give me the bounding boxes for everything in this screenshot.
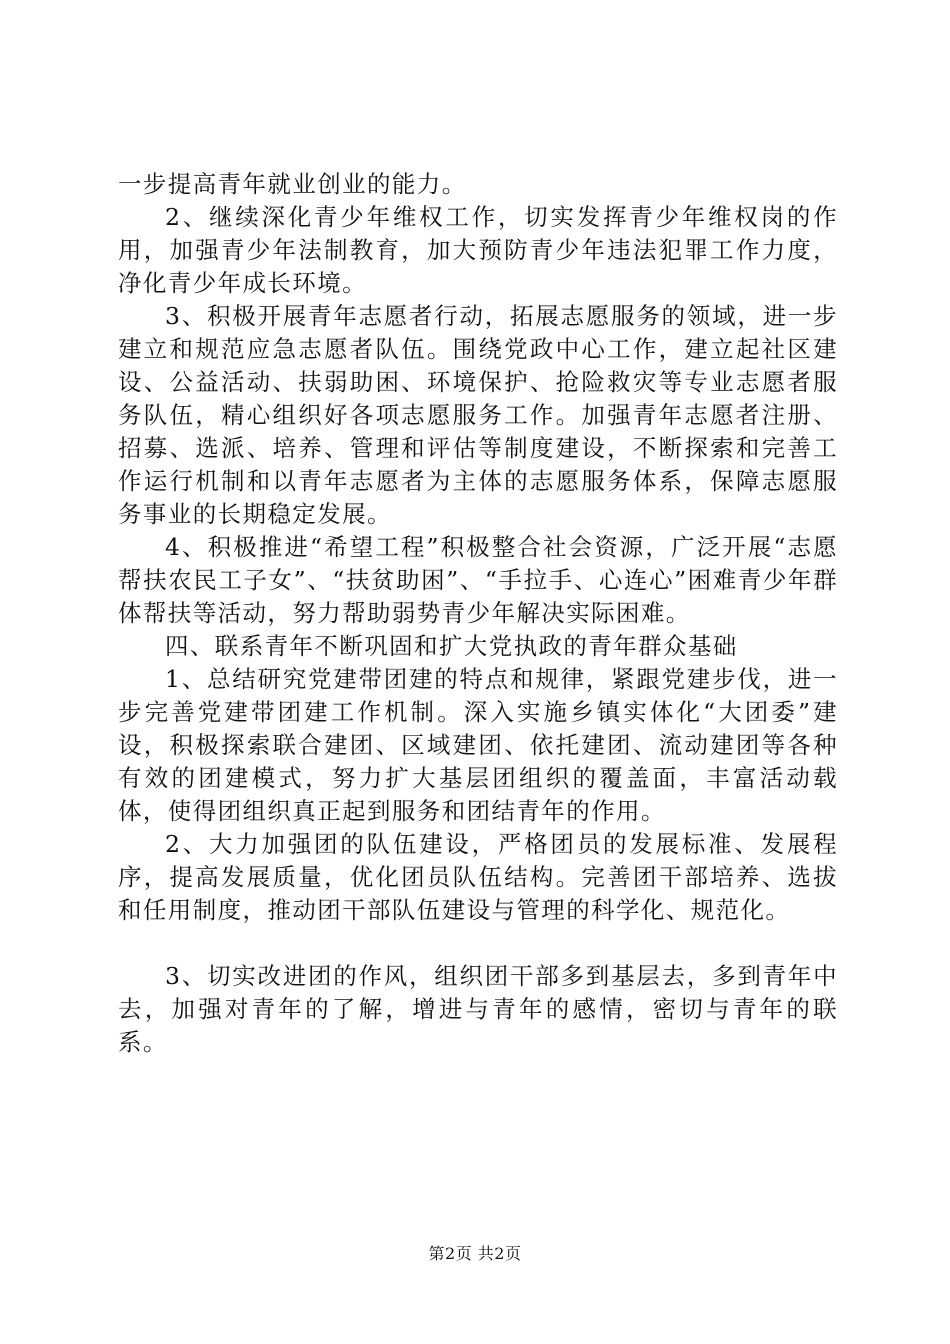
document-body [118, 168, 838, 1059]
paragraph-item-2-rights: 2、继续深化青少年维权工作，切实发挥青少年维权岗的作用，加强青少年法制教育，加大预防青少年违法犯罪工作力度，净化青少年成长环境。 [118, 203, 838, 297]
paragraph-continuation: 一步提高青年就业创业的能力。 [118, 170, 467, 198]
page-number-footer: 第2页 共2页 [428, 1244, 522, 1263]
section-heading-four: 四、联系青年不断巩固和扩大党执政的青年群众基础 [165, 632, 738, 660]
paragraph-item-1-party-building: 1、总结研究党建带团建的特点和规律，紧跟党建步伐，进一步完善党建带团建工作机制。深入实施乡镇实体化“大团委”建设，积极探索联合建团、区域建团、依托建团、流动建团等各种有效的团建模式，努力扩大基层团组织的覆盖面，丰富活动载体，使得团组织真正起到服务和团结青年的作用。 [118, 665, 838, 825]
paragraph-item-2-team-building: 2、大力加强团的队伍建设，严格团员的发展标准、发展程序，提高发展质量，优化团员队伍结构。完善团干部培养、选拔和任用制度，推动团干部队伍建设与管理的科学化、规范化。 [118, 830, 838, 924]
paragraph-item-3-work-style: 3、切实改进团的作风，组织团干部多到基层去，多到青年中去，加强对青年的了解，增进与青年的感情，密切与青年的联系。 [118, 962, 838, 1056]
paragraph-item-4-hope-project: 4、积极推进“希望工程”积极整合社会资源，广泛开展“志愿帮扶农民工子女”、“扶贫助困”、“手拉手、心连心”困难青少年群体帮扶等活动，努力帮助弱势青少年解决实际困难。 [118, 533, 838, 627]
paragraph-item-3-volunteers: 3、积极开展青年志愿者行动，拓展志愿服务的领域，进一步建立和规范应急志愿者队伍。围绕党政中心工作，建立起社区建设、公益活动、扶弱助困、环境保护、抢险救灾等专业志愿者服务队伍，精心组织好各项志愿服务工作。加强青年志愿者注册、招募、选派、培养、管理和评估等制度建设，不断探索和完善工作运行机制和以青年志愿者为主体的志愿服务体系，保障志愿服务事业的长期稳定发展。 [118, 302, 838, 528]
